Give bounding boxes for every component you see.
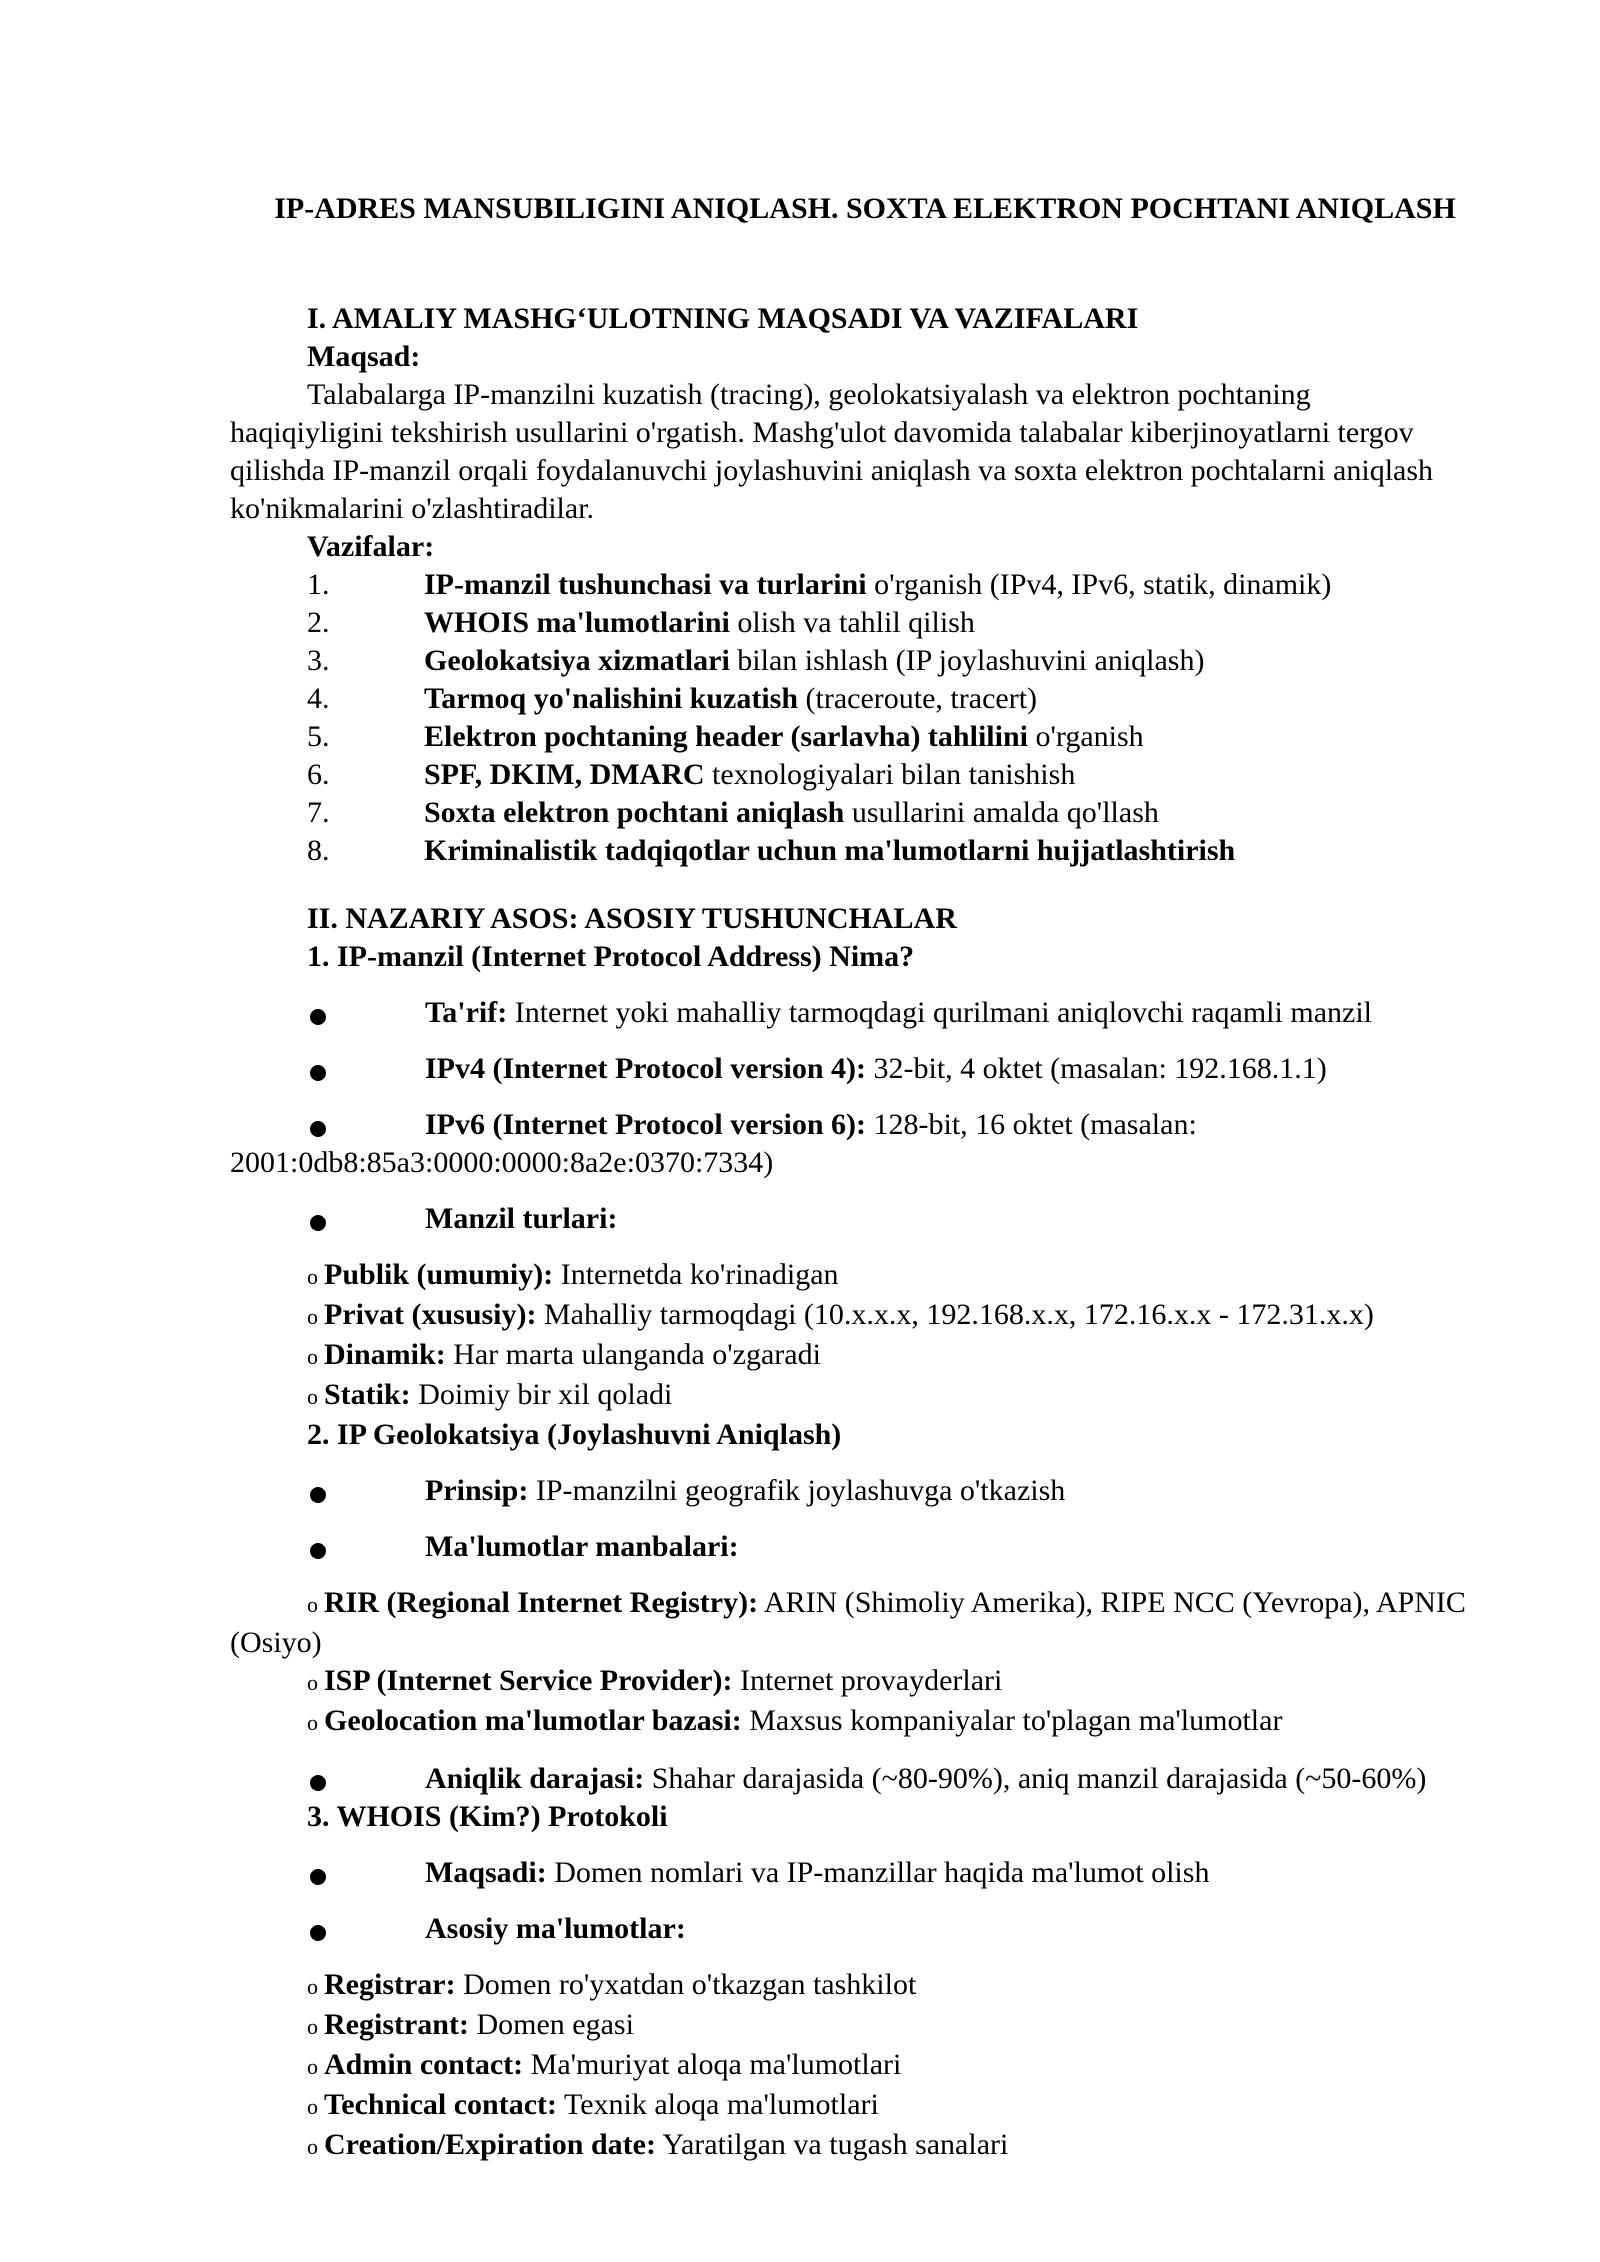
- bullet-icon: [310, 1775, 326, 1791]
- task-item: [230, 832, 1468, 870]
- task-number: 8.: [307, 834, 330, 867]
- bullet-icon: [310, 1121, 326, 1137]
- bullet-item: Prinsip: IP-manzilni geografik joylashuvga o'tkazish: [230, 1472, 1468, 1510]
- bullet-icon: [310, 1925, 326, 1941]
- task-text: Soxta elektron pochtani aniqlash usullarini amalda qo'llash: [424, 796, 1159, 829]
- task-number: 3.: [307, 644, 330, 677]
- task-text: SPF, DKIM, DMARC texnologiyalari bilan tanishish: [424, 758, 1076, 791]
- task-item: [230, 756, 1468, 794]
- sub-bullet-icon: o: [307, 2054, 318, 2079]
- task-text: WHOIS ma'lumotlarini olish va tahlil qilish: [424, 606, 975, 639]
- bullet-item: Aniqlik darajasi: Shahar darajasida (~80-90%), aniq manzil darajasida (~50-60%): [230, 1760, 1468, 1798]
- sub-bullet-icon: o: [307, 1304, 318, 1329]
- bullet-item: Maqsadi: Domen nomlari va IP-manzillar haqida ma'lumot olish: [230, 1854, 1468, 1892]
- sub-list-item: o Statik: Doimiy bir xil qoladi: [307, 1378, 673, 1411]
- sub-list-item: o Privat (xususiy): Mahalliy tarmoqdagi (10.x.x.x, 192.168.x.x, 172.16.x.x - 172.31.x.x): [307, 1298, 1374, 1331]
- sub-bullet-icon: o: [307, 1974, 318, 1999]
- bullet-icon: [310, 1215, 326, 1231]
- sub-list-item: o ISP (Internet Service Provider): Internet provayderlari: [307, 1664, 1003, 1697]
- bullet-icon: [310, 1869, 326, 1885]
- bullet-icon: [310, 1487, 326, 1503]
- section-1-heading: I. AMALIY MASHG‘ULOTNING MAQSADI VA VAZIFALARI: [307, 302, 1139, 335]
- sub-bullet-icon: o: [307, 2014, 318, 2039]
- task-number: 6.: [307, 758, 330, 791]
- task-number: 7.: [307, 796, 330, 829]
- sub-list-item: o Admin contact: Ma'muriyat aloqa ma'lumotlari: [307, 2048, 902, 2081]
- task-text: Tarmoq yo'nalishini kuzatish (traceroute, tracert): [424, 682, 1038, 715]
- sub-bullet-icon: o: [307, 1670, 318, 1695]
- sub-bullet-icon: o: [307, 1384, 318, 1409]
- bullet-icon: [310, 1065, 326, 1081]
- bullet-item: IPv4 (Internet Protocol version 4): 32-bit, 4 oktet (masalan: 192.168.1.1): [230, 1050, 1468, 1088]
- sub-list-item: o Registrar: Domen ro'yxatdan o'tkazgan tashkilot: [307, 1968, 917, 2001]
- task-text: Kriminalistik tadqiqotlar uchun ma'lumotlarni hujjatlashtirish: [424, 834, 1236, 867]
- goal-paragraph: Talabalarga IP-manzilni kuzatish (tracing), geolokatsiyalash va elektron pochtaning haqiqiyligini tekshirish usullarini o'rgatish. Mashg'ulot davomida talabalar kiberjinoyatlarni tergov qilishda IP-manzil orqali foydalanuvchi joylashuvini aniqlash va soxta elektron pochtalarni aniqlash ko'nikmalarini o'zlashtiradilar.: [230, 378, 1434, 525]
- sub-bullet-icon: o: [307, 2134, 318, 2159]
- task-item: [230, 604, 1468, 642]
- sub-bullet-icon: o: [307, 1264, 318, 1289]
- bullet-item: IPv6 (Internet Protocol version 6): 128-bit, 16 oktet (masalan: 2001:0db8:85a3:0000:0000:8a2e:0370:7334): [230, 1108, 1197, 1179]
- sub-bullet-icon: o: [307, 2094, 318, 2119]
- task-text: IP-manzil tushunchasi va turlarini o'rganish (IPv4, IPv6, statik, dinamik): [424, 568, 1332, 601]
- sub-list-item: o Technical contact: Texnik aloqa ma'lumotlari: [307, 2088, 879, 2121]
- document-body: [230, 300, 1468, 2166]
- sub-list-item: o Dinamik: Har marta ulanganda o'zgaradi: [307, 1338, 821, 1371]
- section-2-heading: II. NAZARIY ASOS: ASOSIY TUSHUNCHALAR: [307, 902, 957, 935]
- sub-bullet-icon: o: [307, 1592, 318, 1617]
- sub-list-item: o Geolocation ma'lumotlar bazasi: Maxsus kompaniyalar to'plagan ma'lumotlar: [307, 1704, 1283, 1737]
- sub-list-item: o Registrant: Domen egasi: [307, 2008, 634, 2041]
- sub-list-item: o Publik (umumiy): Internetda ko'rinadigan: [307, 1258, 839, 1291]
- subsection-3-heading: 3. WHOIS (Kim?) Protokoli: [307, 1800, 668, 1833]
- bullet-item: Asosiy ma'lumotlar:: [230, 1910, 1468, 1948]
- task-number: 1.: [307, 568, 330, 601]
- bullet-icon: [310, 1543, 326, 1559]
- sub-list-item: o Creation/Expiration date: Yaratilgan va tugash sanalari: [307, 2128, 1009, 2161]
- sub-bullet-icon: o: [307, 1344, 318, 1369]
- goal-label: Maqsad:: [307, 340, 421, 373]
- task-number: 4.: [307, 682, 330, 715]
- task-item: [230, 642, 1468, 680]
- task-number: 2.: [307, 606, 330, 639]
- tasks-list: [230, 566, 1468, 870]
- subsection-2-heading: 2. IP Geolokatsiya (Joylashuvni Aniqlash): [307, 1418, 842, 1451]
- task-item: [230, 566, 1468, 604]
- task-item: [230, 794, 1468, 832]
- sub-list-item: o RIR (Regional Internet Registry): ARIN (Shimoliy Amerika), RIPE NCC (Yevropa), APNIC (Osiyo): [230, 1586, 1466, 1659]
- task-number: 5.: [307, 720, 330, 753]
- task-item: [230, 718, 1468, 756]
- sub-bullet-icon: o: [307, 1710, 318, 1735]
- bullet-icon: [310, 1009, 326, 1025]
- task-text: Geolokatsiya xizmatlari bilan ishlash (IP joylashuvini aniqlash): [424, 644, 1205, 677]
- bullet-item: Manzil turlari:: [230, 1200, 1468, 1238]
- bullet-item: Ta'rif: Internet yoki mahalliy tarmoqdagi qurilmani aniqlovchi raqamli manzil: [230, 994, 1468, 1032]
- document-title: IP-ADRES MANSUBILIGINI ANIQLASH. SOXTA ELEKTRON POCHTANI ANIQLASH: [274, 192, 1456, 225]
- bullet-item: Ma'lumotlar manbalari:: [230, 1528, 1468, 1566]
- task-item: [230, 680, 1468, 718]
- task-text: Elektron pochtaning header (sarlavha) tahlilini o'rganish: [424, 720, 1144, 753]
- tasks-label: Vazifalar:: [307, 530, 435, 563]
- subsection-1-heading: 1. IP-manzil (Internet Protocol Address) Nima?: [307, 940, 915, 973]
